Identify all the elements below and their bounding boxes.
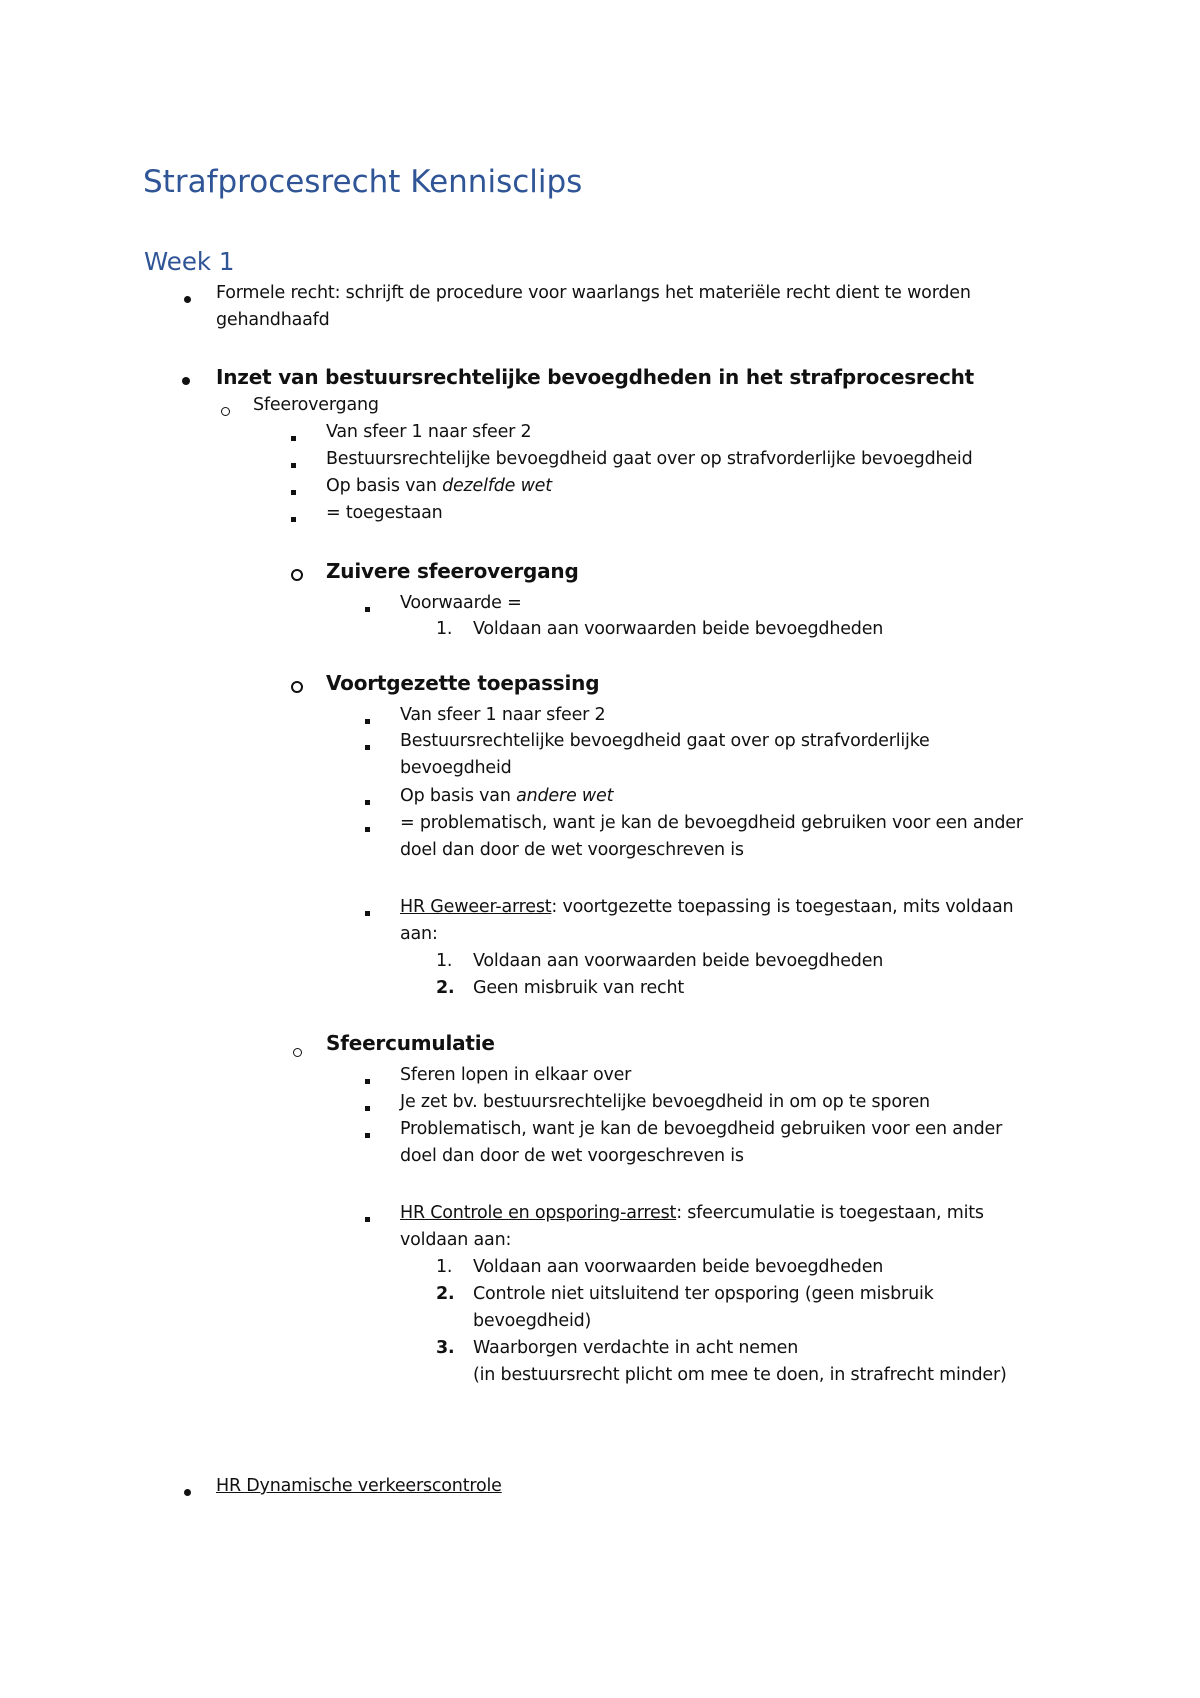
list-number: 1. — [436, 619, 453, 639]
bullet-square — [365, 1206, 370, 1228]
formele-line-1: Formele recht: schrijft de procedure voor waarlangs het materiële recht dient te worden — [216, 283, 971, 303]
list-number: 3. — [436, 1338, 455, 1358]
bullet-square — [291, 479, 296, 501]
sfeerovergang-item-4: = toegestaan — [326, 503, 443, 523]
cumulatie-item-3b: doel dan door de wet voorgeschreven is — [400, 1146, 744, 1166]
hr-dynamische-link[interactable]: HR Dynamische verkeerscontrole — [216, 1476, 502, 1496]
bullet-dot — [184, 287, 191, 309]
cumulatie-item-1: Sferen lopen in elkaar over — [400, 1065, 632, 1085]
week-heading: Week 1 — [144, 247, 235, 276]
cumulatie-heading: Sfeercumulatie — [326, 1031, 495, 1055]
cumulatie-item-3a: Problematisch, want je kan de bevoegdheid gebruiken voor een ander — [400, 1119, 1003, 1139]
voortgezette-item-4a: = problematisch, want je kan de bevoegdheid gebruiken voor een ander — [400, 813, 1023, 833]
inzet-heading: Inzet van bestuursrechtelijke bevoegdheden in het strafprocesrecht — [216, 365, 975, 389]
list-number: 1. — [436, 951, 453, 971]
voortgezette-sub-1: Voldaan aan voorwaarden beide bevoegdheden — [473, 951, 884, 971]
bullet-square — [291, 452, 296, 474]
bullet-square — [291, 425, 296, 447]
cumulatie-hr-cont: voldaan aan: — [400, 1230, 512, 1250]
zuivere-item-1: Voorwaarde = — [400, 593, 522, 613]
zuivere-heading: Zuivere sfeerovergang — [326, 559, 579, 583]
zuivere-sub-1: Voldaan aan voorwaarden beide bevoegdheden — [473, 619, 884, 639]
formele-line-2: gehandhaafd — [216, 310, 330, 330]
voortgezette-sub-2: Geen misbruik van recht — [473, 978, 685, 998]
hr-controle-opsporing-link[interactable]: HR Controle en opsporing-arrest — [400, 1203, 677, 1223]
bullet-square — [365, 900, 370, 922]
cumulatie-sub-2b: bevoegdheid) — [473, 1311, 592, 1331]
bullet-square — [365, 734, 370, 756]
cumulatie-sub-1: Voldaan aan voorwaarden beide bevoegdheden — [473, 1257, 884, 1277]
voortgezette-item-1: Van sfeer 1 naar sfeer 2 — [400, 705, 606, 725]
voortgezette-item-2a: Bestuursrechtelijke bevoegdheid gaat over op strafvorderlijke — [400, 731, 930, 751]
bullet-circle — [221, 400, 230, 422]
list-number: 2. — [436, 978, 455, 998]
document-title: Strafprocesrecht Kennisclips — [143, 164, 583, 200]
voortgezette-hr: HR Geweer-arrest: voortgezette toepassing is toegestaan, mits voldaan — [400, 897, 1014, 917]
hr-geweer-link[interactable]: HR Geweer-arrest — [400, 897, 552, 917]
bullet-square — [365, 1068, 370, 1090]
bullet-square — [365, 596, 370, 618]
voortgezette-item-4b: doel dan door de wet voorgeschreven is — [400, 840, 744, 860]
bullet-square — [365, 816, 370, 838]
list-number: 2. — [436, 1284, 455, 1304]
cumulatie-sub-3b: (in bestuursrecht plicht om mee te doen, in strafrecht minder) — [473, 1365, 1007, 1385]
voortgezette-item-3: Op basis van andere wet — [400, 786, 614, 806]
bullet-square — [365, 708, 370, 730]
bullet-circle-bold — [291, 677, 303, 699]
cumulatie-sub-3a: Waarborgen verdachte in acht nemen — [473, 1338, 799, 1358]
cumulatie-item-2: Je zet bv. bestuursrechtelijke bevoegdheid in om op te sporen — [400, 1092, 930, 1112]
bullet-circle — [293, 1041, 302, 1063]
voortgezette-item-2b: bevoegdheid — [400, 758, 512, 778]
voortgezette-hr-cont: aan: — [400, 924, 438, 944]
bullet-square — [365, 789, 370, 811]
sfeerovergang-item-3: Op basis van dezelfde wet — [326, 476, 552, 496]
bullet-dot — [184, 1480, 191, 1502]
sfeerovergang-item-1: Van sfeer 1 naar sfeer 2 — [326, 422, 532, 442]
sfeerovergang-item-2: Bestuursrechtelijke bevoegdheid gaat over op strafvorderlijke bevoegdheid — [326, 449, 973, 469]
bullet-dot — [182, 369, 190, 391]
bullet-square — [365, 1122, 370, 1144]
list-number: 1. — [436, 1257, 453, 1277]
cumulatie-hr: HR Controle en opsporing-arrest: sfeercumulatie is toegestaan, mits — [400, 1203, 984, 1223]
voortgezette-heading: Voortgezette toepassing — [326, 671, 600, 695]
bullet-circle-bold — [291, 565, 303, 587]
cumulatie-sub-2a: Controle niet uitsluitend ter opsporing (geen misbruik — [473, 1284, 934, 1304]
bullet-square — [365, 1095, 370, 1117]
bullet-square — [291, 506, 296, 528]
sfeerovergang-label: Sfeerovergang — [253, 395, 379, 415]
dynamische-item — [216, 1475, 502, 1497]
